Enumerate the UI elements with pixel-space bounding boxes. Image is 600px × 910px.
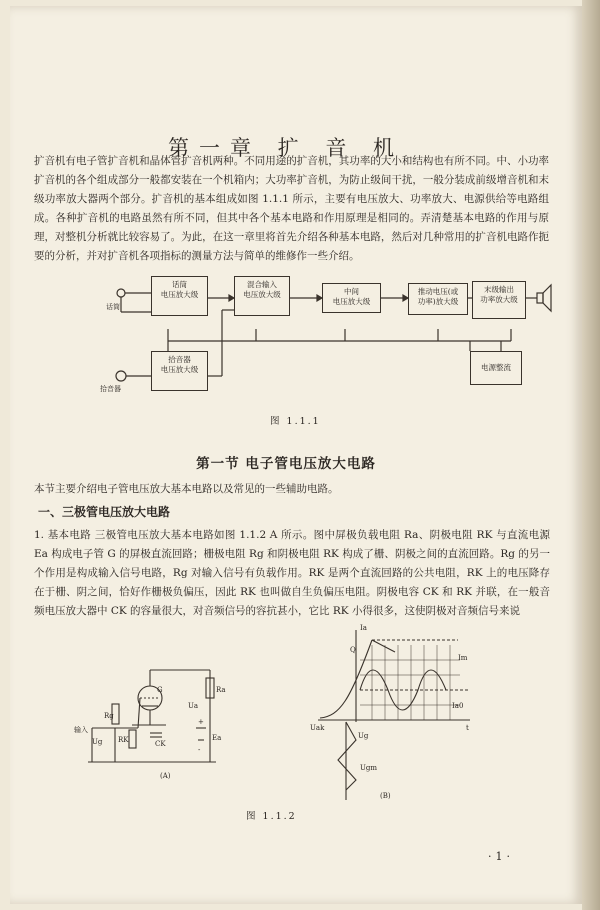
im-label: Im [458,654,468,662]
intro-paragraph: 扩音机有电子管扩音机和晶体管扩音机两种。不同用途的扩音机，其功率的大小和结构也有所不同。中、小功率扩音机的各个组成部分一般都安装在一个机箱内；大功率扩音机，为防止级间干扰，一般分装成前级增音机和末级功率放大器两个部分。扩音机的基本组成如图 1.1.1 所示，主要有电压放大、功率放大、电源供给等电路组成。各种扩音机的电路虽然有所不同，但其中各个基本电路和作用原理是相同的。弄清楚基本电路的作用与原理，对整机分析就比较容易了。为此，在这一章里将首先介绍各种基本电路，然后对几种常用的扩音机电路作扼要的分析，并对扩音机各项指标的测量方法与简单的维修作一些介绍。 [34,155,549,262]
section-intro: 本节主要介绍电子管电压放大基本电路以及常见的一些辅助电路。 [34,483,339,495]
ua-label: Ua [188,702,199,710]
ug-label: Ug [92,738,103,746]
mic-input-label: 话筒 [106,303,120,311]
ia-axis-label: Ia [360,624,367,632]
ra-label: Ra [216,686,226,694]
phono-amp-block: 拾音器 电压放大级 [151,351,208,391]
input-label: 输入 [74,726,88,734]
page-number: ·1· [488,850,514,863]
mix-amp-block: 混合输入 电压放大级 [234,276,290,316]
uak-label: Uak [310,724,325,732]
sub-a-label: (A) [160,772,171,780]
basic-circuit-paragraph: 1. 基本电路 三极管电压放大基本电路如图 1.1.2 A 所示。图中屏极负载电阻 Ra、阴极电阻 RK 与直流电源 Ea 构成电子管 G 的屏极直流回路；栅极电阻 Rg 和阴极电阻 RK 构成了栅、阴极之间的直流回路。Rg 的另一个作用是构成输入信号电路，Rg 对输入信号有负载作用。RK 是两个直流回路的公共电阻，RK 上的电压降存在于栅、阴之间，恰好作栅极负偏压，因此 RK 也叫做自生负偏压电阻。阴极电容 CK 和 RK 并联，在一般音频电压放大器中 CK 的容量很大，对音频信号的容抗甚小，它比 RK 小得很多，这使阴极对音频信号来说 [34,529,550,617]
chapter-title: 第一章 扩 音 机 [167,136,405,161]
rk-resistor [129,730,136,748]
rk-label: RK [118,736,129,744]
figure-112-caption: 图 1.1.2 [246,811,297,822]
ugm-label: Ugm [360,764,378,772]
driver-amp-block: 推动电压(或 功率)放大级 [408,283,468,315]
mid-amp-block: 中间 电压放大级 [322,283,381,313]
figure-111-caption: 图 1.1.1 [270,416,321,427]
q-label: Q [350,646,356,654]
rg-label: Rg [104,712,114,720]
ug-graph-label: Ug [358,732,369,740]
section-title: 第一节 电子管电压放大电路 [196,456,376,472]
phono-input-label: 拾音器 [100,385,121,393]
power-supply-block: 电源整流 [470,351,522,385]
sub-b-label: (B) [380,792,391,800]
ea-label: Ea [212,734,222,742]
subsection-title: 一、三极管电压放大电路 [38,505,171,519]
ia0-label: Ia0 [452,702,464,710]
mic-amp-block: 话筒 电压放大级 [151,276,208,316]
ck-label: CK [155,740,166,748]
minus-label: - [198,746,201,754]
plus-label: + [198,718,204,726]
power-amp-block: 末级输出 功率放大级 [472,281,526,319]
tube-g-label: G [157,686,163,694]
t-label: t [466,724,469,732]
